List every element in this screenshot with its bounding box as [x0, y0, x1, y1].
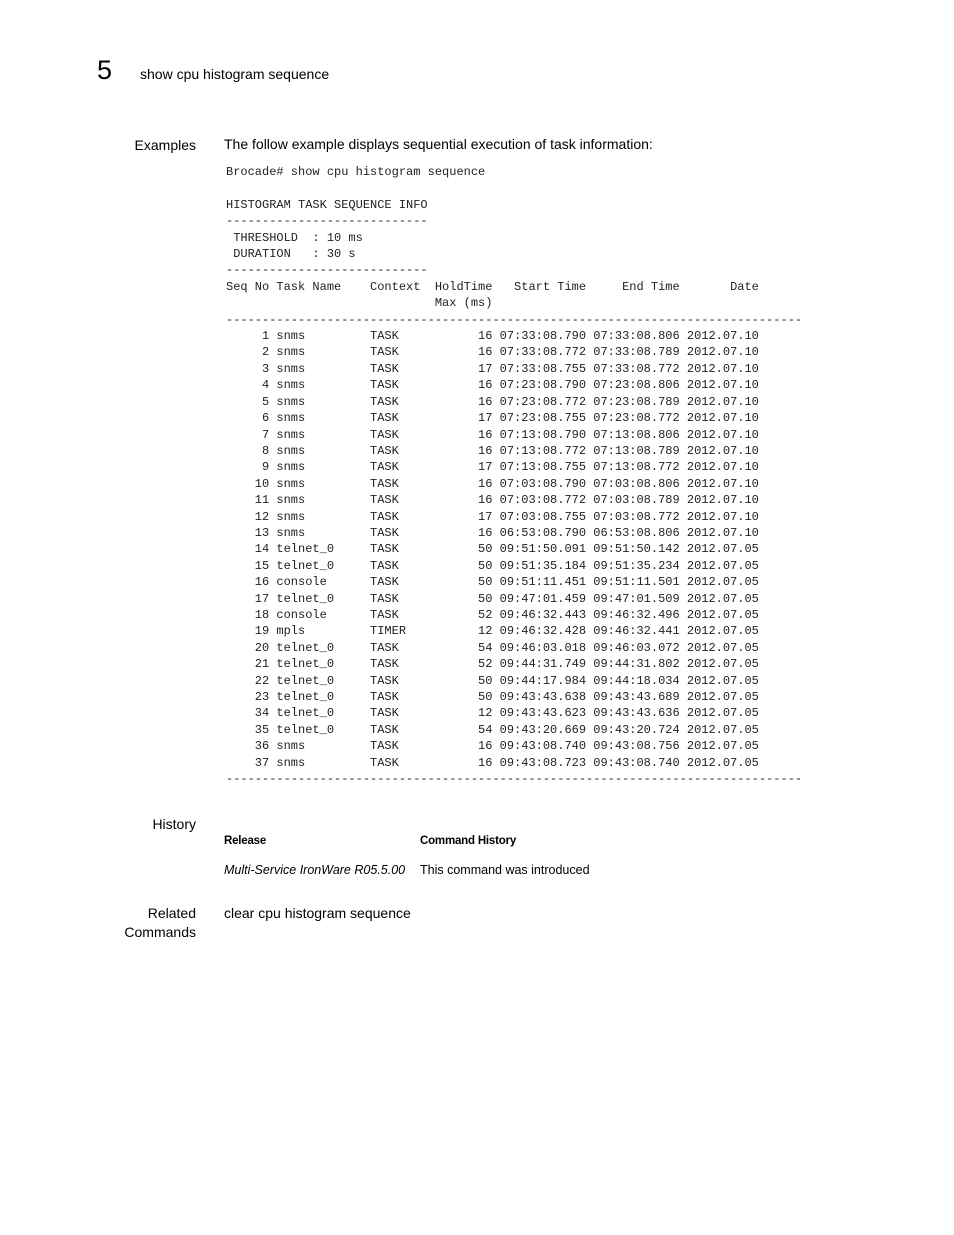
examples-intro: The follow example displays sequential execution of task information: [224, 136, 653, 152]
related-label-line1: Related [147, 905, 196, 921]
related-command-link[interactable]: clear cpu histogram sequence [224, 905, 411, 921]
history-header-command-history: Command History [420, 835, 517, 847]
history-cell-release: Multi-Service IronWare R05.5.00 [224, 863, 406, 877]
related-commands-label [98, 904, 196, 942]
history-header-release: Release [224, 835, 267, 847]
chapter-number: 5 [97, 55, 113, 85]
history-label: History [152, 816, 196, 832]
history-cell-note: This command was introduced [420, 863, 590, 877]
related-label-line2: Commands [124, 924, 196, 940]
examples-label: Examples [134, 137, 196, 153]
cli-output-block: Brocade# show cpu histogram sequence HISTOGRAM TASK SEQUENCE INFO ---------------------------- THRESHOLD : 10 ms DURATION : 30 s ---------------------------- Seq No Task Name Context HoldTime Start Time End Time Date Max (ms) -------------------------------------------------------------------------------- 1 snms TASK 16 07:33:08.790 07:33:08.806 2012.07.10 2 snms TASK 16 07:33:08.772 07:33:08.789 2012.07.10 3 snms TASK 17 07:33:08.755 07:33:08.772 2012.07.10 4 snms TASK 16 07:23:08.790 07:23:08.806 2012.07.10 5 snms TASK 16 07:23:08.772 07:23:08.789 2012.07.10 6 snms TASK 17 07:23:08.755 07:23:08.772 2012.07.10 7 snms TASK 16 07:13:08.790 07:13:08.806 2012.07.10 8 snms TASK 16 07:13:08.772 07:13:08.789 2012.07.10 9 snms TASK 17 07:13:08.755 07:13:08.772 2012.07.10 10 snms TASK 16 07:03:08.790 07:03:08.806 2012.07.10 11 snms TASK 16 07:03:08.772 07:03:08.789 2012.07.10 12 snms TASK 17 07:03:08.755 07:03:08.772 2012.07.10 13 snms TASK 16 06:53:08.790 06:53:08.806 2012.07.10 14 telnet_0 TASK 50 09:51:50.091 09:51:50.142 2012.07.05 15 telnet_0 TASK 50 09:51:35.184 09:51:35.234 2012.07.05 16 console TASK 50 09:51:11.451 09:51:11.501 2012.07.05 17 telnet_0 TASK 50 09:47:01.459 09:47:01.509 2012.07.05 18 console TASK 52 09:46:32.443 09:46:32.496 2012.07.05 19 mpls TIMER 12 09:46:32.428 09:46:32.441 2012.07.05 20 telnet_0 TASK 54 09:46:03.018 09:46:03.072 2012.07.05 21 telnet_0 TASK 52 09:44:31.749 09:44:31.802 2012.07.05 22 telnet_0 TASK 50 09:44:17.984 09:44:18.034 2012.07.05 23 telnet_0 TASK 50 09:43:43.638 09:43:43.689 2012.07.05 34 telnet_0 TASK 12 09:43:43.623 09:43:43.636 2012.07.05 35 telnet_0 TASK 54 09:43:20.669 09:43:20.724 2012.07.05 36 snms TASK 16 09:43:08.740 09:43:08.756 2012.07.05 37 snms TASK 16 09:43:08.723 09:43:08.740 2012.07.05 -------------------------------------------------------------------------------- [226, 165, 803, 787]
page-header-title: show cpu histogram sequence [140, 66, 330, 82]
